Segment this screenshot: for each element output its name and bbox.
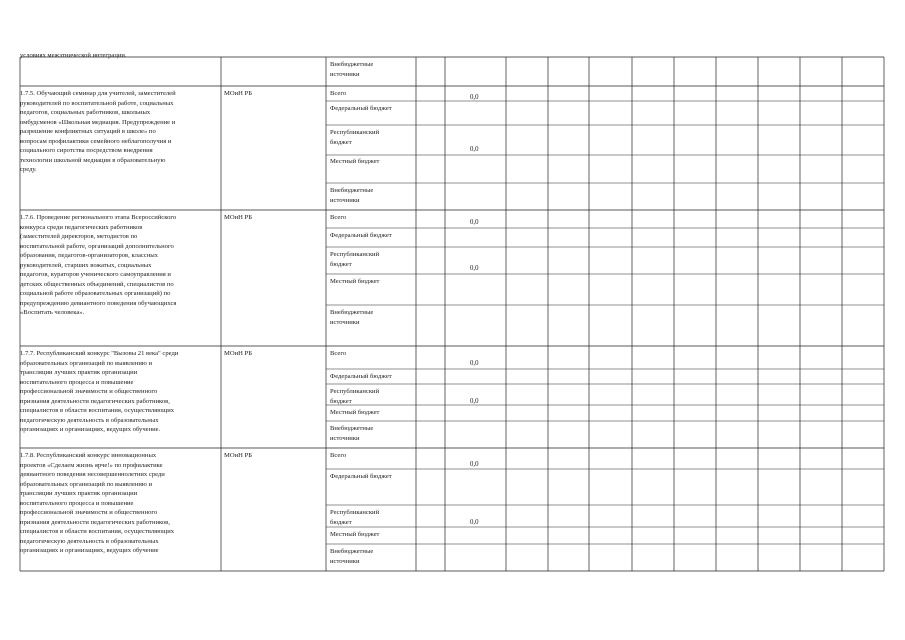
source-republic-label: бюджет [330, 139, 352, 146]
source-extra-label: Внебюджетные [330, 425, 374, 432]
source-republic-label: Республиканский [330, 509, 380, 516]
value-total: 0,0 [470, 360, 479, 367]
source-republic-label: бюджет [330, 261, 352, 268]
source-extra-label: источники [330, 558, 360, 565]
value-total: 0,0 [470, 94, 479, 101]
source-federal-label: Федеральный бюджет [330, 105, 392, 112]
value-republic: 0,0 [470, 146, 479, 153]
source-extra-label: источники [330, 197, 360, 204]
source-federal-label: Федеральный бюджет [330, 373, 392, 380]
previous-row-continuation: условиях межэтнической интеграции. [20, 52, 127, 59]
executor-cell: МОиН РБ [224, 214, 253, 221]
executor-cell: МОиН РБ [224, 90, 253, 97]
value-republic: 0,0 [470, 265, 479, 272]
value-republic: 0,0 [470, 398, 479, 405]
source-local-label: Местный бюджет [330, 158, 380, 165]
source-total-label: Всего [330, 452, 347, 459]
source-republic-label: Республиканский [330, 129, 380, 136]
table-row-1-7-7-description: 1.7.7. Республиканский конкурс "Вызовы 21 века" среди образовательных организаций по выявлению и трансляции лучших практик организации воспитательного процесса и повышение профессиональной значимости и общественного признания деятельности педагогических работников, специалистов в области воспитания, осуществляющих педагогическую деятельность в образовательных организациях и организациях, ведущих обучение. [20, 350, 179, 434]
table-row-1-7-5-description: 1.7.5. Обучающий семинар для учителей, заместителей руководителей по воспитательной работе, социальных педагогов, социальных работников, школьных омбудсменов «Школьная медиация. Предупреждение и разрешение конфликтных ситуаций в школе» по вопросам профилактики семейного неблагополучия и социального сиротства посредством внедрения технологии школьной медиации в образовательную среду. [20, 90, 176, 174]
source-republic-label: Республиканский [330, 388, 380, 395]
executor-cell: МОиН РБ [224, 452, 253, 459]
source-federal-label: Федеральный бюджет [330, 232, 392, 239]
source-total-label: Всего [330, 90, 347, 97]
value-total: 0,0 [470, 219, 479, 226]
source-local-label: Местный бюджет [330, 531, 380, 538]
source-extra-label: Внебюджетные [330, 548, 374, 555]
source-extra-label: Внебюджетные [330, 187, 374, 194]
source-republic-label: Республиканский [330, 251, 380, 258]
value-republic: 0,0 [470, 519, 479, 526]
source-extra-label: Внебюджетные [330, 61, 374, 68]
source-extra-label: Внебюджетные [330, 309, 374, 316]
source-republic-label: бюджет [330, 519, 352, 526]
executor-cell: МОиН РБ [224, 350, 253, 357]
source-extra-label: источники [330, 71, 360, 78]
source-extra-label: источники [330, 435, 360, 442]
source-total-label: Всего [330, 214, 347, 221]
value-total: 0,0 [470, 461, 479, 468]
source-local-label: Местный бюджет [330, 278, 380, 285]
source-total-label: Всего [330, 350, 347, 357]
source-republic-label: бюджет [330, 398, 352, 405]
source-local-label: Местный бюджет [330, 409, 380, 416]
table-row-1-7-6-description: 1.7.6. Проведение регионального этапа Всероссийского конкурса среди педагогических работников (заместителей директоров, методистов по воспитательной работе, организаций дополнительного образования, педагогов-организаторов, классных руководителей, старших вожатых, социальных педагогов, кураторов ученического самоуправления и детских общественных объединений, специалистов по социальной работе образовательных организаций) по предупреждению девиантного поведения обучающихся «Воспитать человека». [20, 214, 177, 317]
table-row-1-7-8-description: 1.7.8. Республиканский конкурс инновационных проектов «Сделаем жизнь ярче!» по профилактике девиантного поведения несовершеннолетних среди образовательных организаций по выявлению и трансляции лучших практик организации воспитательного процесса и повышение профессиональной значимости и общественного признания деятельности педагогических работников, специалистов в области воспитания, осуществляющих педагогическую деятельность в образовательных организациях и организациях, ведущих обучение [20, 452, 175, 555]
source-extra-label: источники [330, 319, 360, 326]
source-federal-label: Федеральный бюджет [330, 473, 392, 480]
